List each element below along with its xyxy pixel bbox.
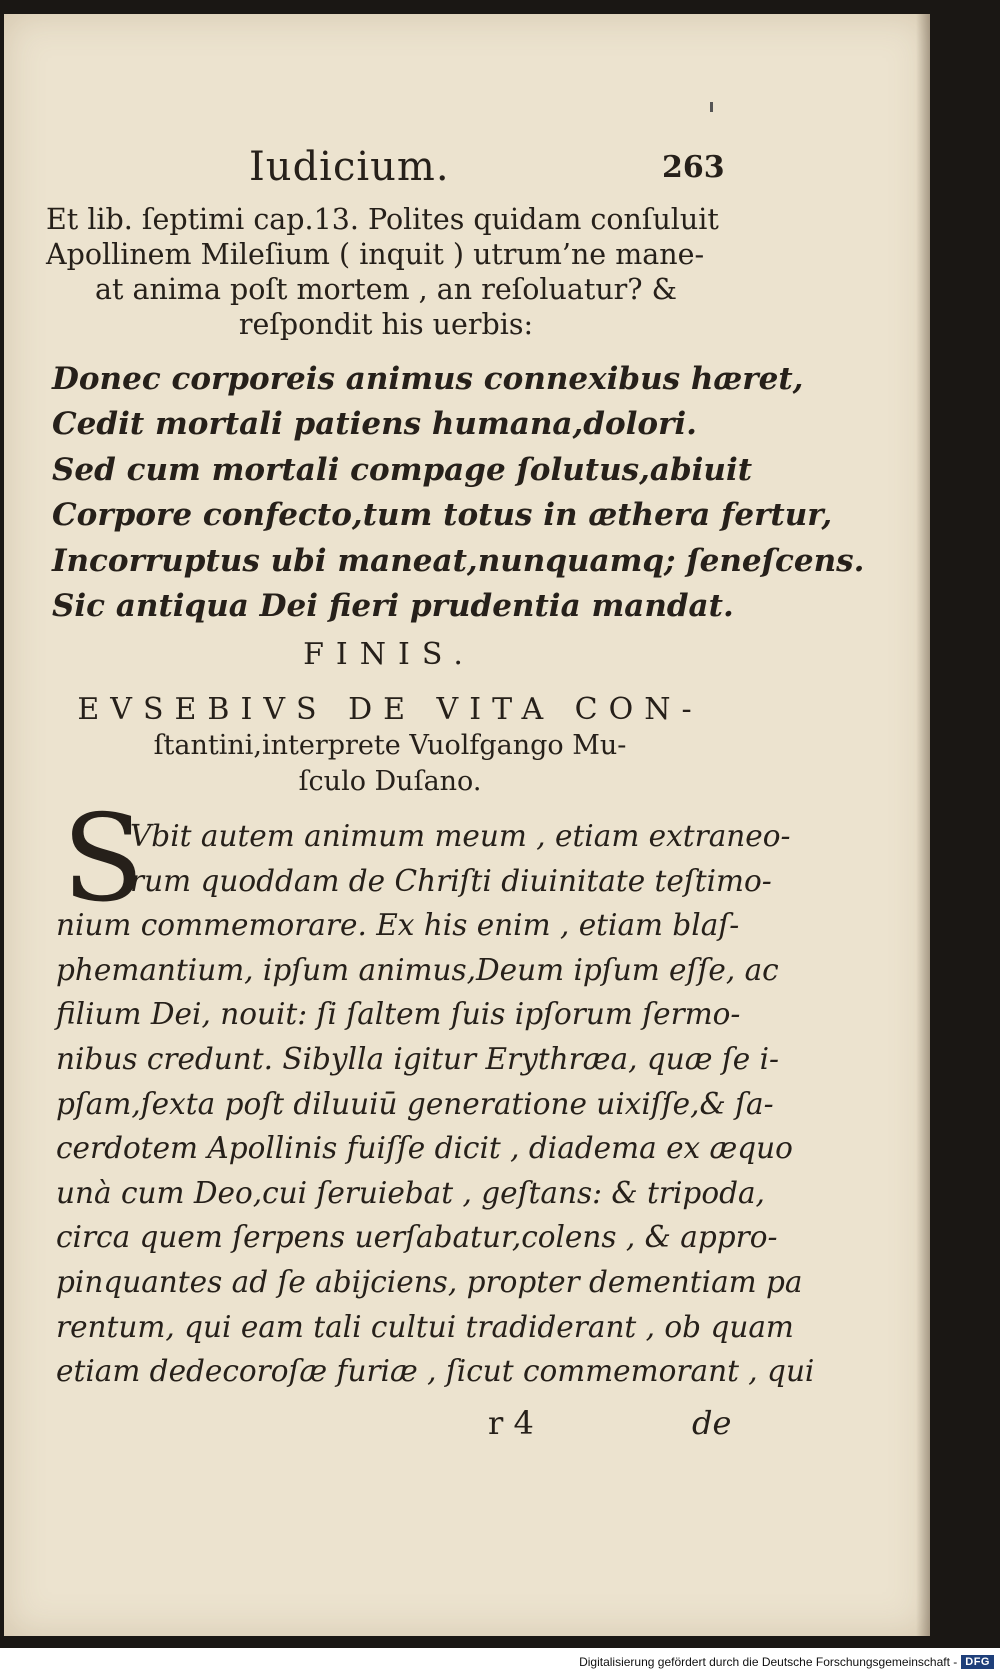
- verse-line: Cedit mortali patiens humana,dolori.: [52, 406, 697, 443]
- section-heading-line: ſtantini,interprete Vuolfgango Mu-: [153, 730, 627, 761]
- digitization-footer: [579, 1652, 994, 1672]
- verse-block: [52, 357, 865, 629]
- body-line: pſam,ſexta poſt diluuiū generatione uixiſſe,& ſa-: [56, 1086, 774, 1121]
- verse-line: Incorruptus ubi maneat,nunquamq; ſeneſcens.: [52, 542, 865, 579]
- verse-line: Sic antiqua Dei fieri prudentia mandat.: [52, 588, 734, 625]
- body-line: cerdotem Apollinis fuiſſe dicit , diadema ex æquo: [56, 1131, 793, 1166]
- body-line: unà cum Deo,cui ſeruiebat , geſtans: & tripoda,: [56, 1175, 765, 1210]
- body-line: rum quoddam de Chriſti diuinitate teſtimo-: [130, 863, 772, 898]
- body-line: etiam dedecoroſæ furiæ , ſicut commemorant , qui: [56, 1354, 815, 1389]
- running-head-title: Iudicium.: [249, 144, 450, 190]
- running-head: [4, 144, 930, 204]
- catchline: [4, 1404, 930, 1444]
- body-line: rentum, qui eam tali cultui tradiderant , ob quam: [56, 1309, 794, 1344]
- body-line: circa quem ſerpens uerſabatur,colens , & appro-: [56, 1220, 778, 1255]
- prose-line: at anima poſt mortem , an reſoluatur? &: [94, 273, 678, 306]
- body-text: [56, 814, 815, 1394]
- drop-cap: S: [62, 790, 145, 929]
- catchword: de: [692, 1404, 732, 1442]
- section-heading-line: EVSEBIVS DE VITA CON-: [77, 692, 703, 727]
- section-heading-line: ſculo Duſano.: [298, 766, 482, 797]
- section-heading: [56, 692, 724, 800]
- prose-line: reſpondit his uerbis:: [238, 308, 534, 341]
- dfg-logo-icon: DFG: [961, 1655, 994, 1669]
- signature-mark: r 4: [488, 1404, 534, 1442]
- page-number: 263: [662, 150, 725, 185]
- body-line: nibus credunt. Sibylla igitur Erythræa, quæ ſe i-: [56, 1041, 779, 1076]
- verse-line: Corpore confecto,tum totus in æthera fertur,: [52, 497, 833, 534]
- body-line: filium Dei, nouit: ſi ſaltem ſuis ipſorum ſermo-: [56, 997, 741, 1032]
- verse-line: Sed cum mortali compage ſolutus,abiuit: [52, 451, 753, 488]
- prose-line: Et lib. ſeptimi cap.13. Polites quidam conſuluit: [46, 203, 719, 236]
- footer-credit: Digitalisierung gefördert durch die Deutsche Forschungsgemeinschaft -: [579, 1655, 958, 1669]
- book-page: [4, 14, 930, 1636]
- prose-intro: [46, 202, 726, 342]
- body-line: Vbit autem animum meum , etiam extraneo-: [130, 819, 791, 853]
- prose-line: Apollinem Mileſium ( inquit ) utrum’ne mane-: [46, 238, 705, 271]
- body-line: nium commemorare. Ex his enim , etiam blaſ-: [56, 908, 740, 943]
- ink-speck: [710, 102, 713, 112]
- finis-marker: FINIS.: [303, 637, 475, 672]
- verse-line: Donec corporeis animus connexibus hæret,: [52, 361, 804, 397]
- body-line: pinquantes ad ſe abijciens, propter dementiam pa: [56, 1264, 803, 1299]
- body-line: phemantium, ipſum animus,Deum ipſum eſſe, ac: [56, 952, 779, 987]
